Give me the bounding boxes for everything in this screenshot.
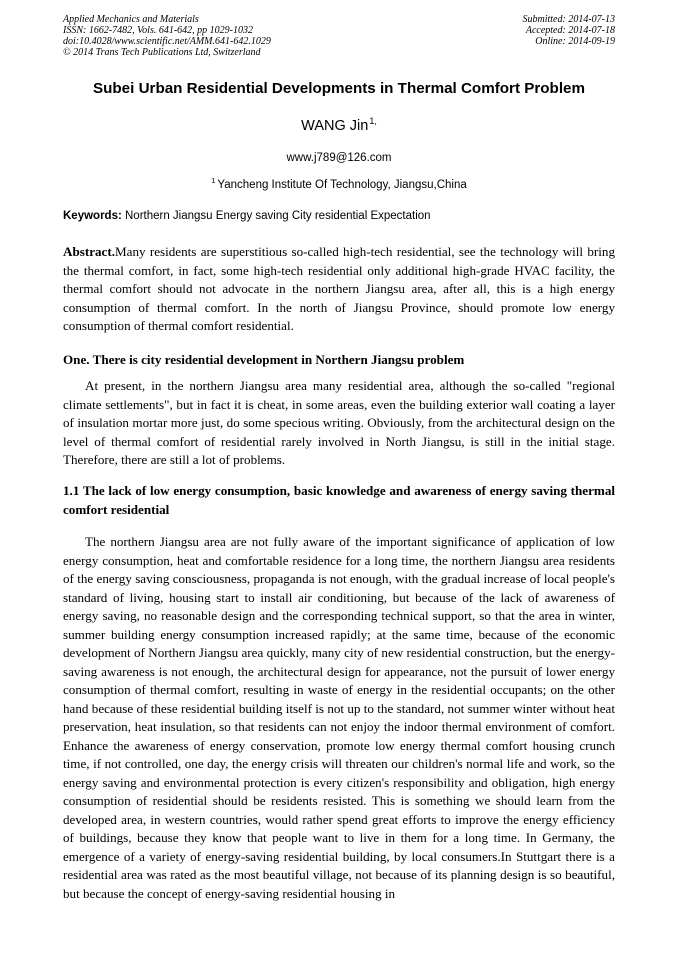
- subsection-1-1-paragraph: The northern Jiangsu area are not fully aware of the important significance of application of low energy consumption, heat and comfortable residence for a long time, the northern Jiangsu area residents of the energy saving consciousness, propaganda is not enough, with the gradual increase of local people's standard of living, housing start to install air conditioning, but because of the lack of awareness of energy saving, no reasonable design and the corresponding technical support, so that the area in winter, summer building energy consumption increased rapidly; at the same time, because of the economic development of Northern Jiangsu area quickly, many city of new residential construction, but the energy-saving awareness is not enough, the architectural design for appearance, not the pursuit of lower energy consumption of thermal comfort, resulting in waste of energy in the residential occupants; on the other hand because of these residential building itself is not up to the standard, not summer winter without heat preservation, heat insulation, so that residents can not enjoy the indoor thermal environment of comfort. Enhance the awareness of energy conservation, promote low energy thermal comfort housing crunch time, if not controlled, one day, the energy crisis will threaten our children's normal life and work, so the energy saving and environmental protection is every citizen's responsibility and obligation, high energy consumption of residential should be residents resisted. This is something we should learn from the developed area, in western countries, would rather spend great efforts to improve the energy efficiency of buildings, because they know that people want to live in them for a long time. In Germany, the emergence of a variety of energy-saving residential building, by local consumers.In Stuttgart there is a residential area was rated as the most beautiful village, not because of its planning design is so beautiful, but because the concept of energy-saving residential housing in: [63, 534, 615, 901]
- submitted-date: Submitted: 2014-07-13: [522, 14, 615, 25]
- online-date: Online: 2014-09-19: [535, 36, 615, 47]
- author-superscript: 1,: [369, 116, 377, 126]
- keywords-text: Northern Jiangsu Energy saving City residential Expectation: [125, 210, 431, 222]
- abstract: [63, 243, 615, 336]
- section-1-paragraph: At present, in the northern Jiangsu area many residential area, although the so-called "regional climate settlements", but in fact it is cheat, in some areas, even the building exterior wall coating a layer of insulation mortar more just, do some specious writing. Obviously, from the architectural design on the level of thermal comfort of residential rarely involved in North Jiangsu, is still in the initial stage. Therefore, there are still a lot of problems.: [63, 378, 615, 467]
- journal-header-left: [63, 14, 271, 58]
- journal-header-right: [523, 14, 616, 47]
- journal-name: Applied Mechanics and Materials: [63, 14, 199, 25]
- affiliation-line: [40, 176, 638, 191]
- accepted-date: Accepted: 2014-07-18: [525, 25, 615, 36]
- affiliation-superscript: 1: [211, 176, 216, 185]
- doi-line: doi:10.4028/www.scientific.net/AMM.641-642.1029: [63, 36, 271, 47]
- author-line: [40, 116, 638, 134]
- abstract-label: Abstract.: [63, 244, 115, 259]
- affiliation-text: Yancheng Institute Of Technology, Jiangsu,China: [217, 179, 467, 191]
- subsection-1-1-heading: 1.1 The lack of low energy consumption, basic knowledge and awareness of energy saving thermal comfort residential: [63, 483, 615, 517]
- issn-line: ISSN: 1662-7482, Vols. 641-642, pp 1029-1032: [63, 25, 253, 36]
- keywords-line: [63, 210, 615, 222]
- author-email: www.j789@126.com: [286, 152, 392, 164]
- author-name: WANG Jin: [301, 118, 369, 134]
- abstract-text: Many residents are superstitious so-called high-tech residential, see the technology will bring the thermal comfort, in fact, some high-tech residential only additional high-grade HVAC facility, the thermal comfort should not advocate in the northern Jiangsu area, after all, this is a high energy consumption of thermal comfort. In the north of Jiangsu Province, should promote low energy consumption of thermal comfort residential.: [63, 244, 615, 333]
- copyright-line: © 2014 Trans Tech Publications Ltd, Switzerland: [63, 47, 261, 58]
- keywords-label: Keywords:: [63, 210, 122, 222]
- section-1-heading: One. There is city residential development in Northern Jiangsu problem: [63, 352, 465, 367]
- paper-title: Subei Urban Residential Developments in Thermal Comfort Problem: [93, 80, 585, 97]
